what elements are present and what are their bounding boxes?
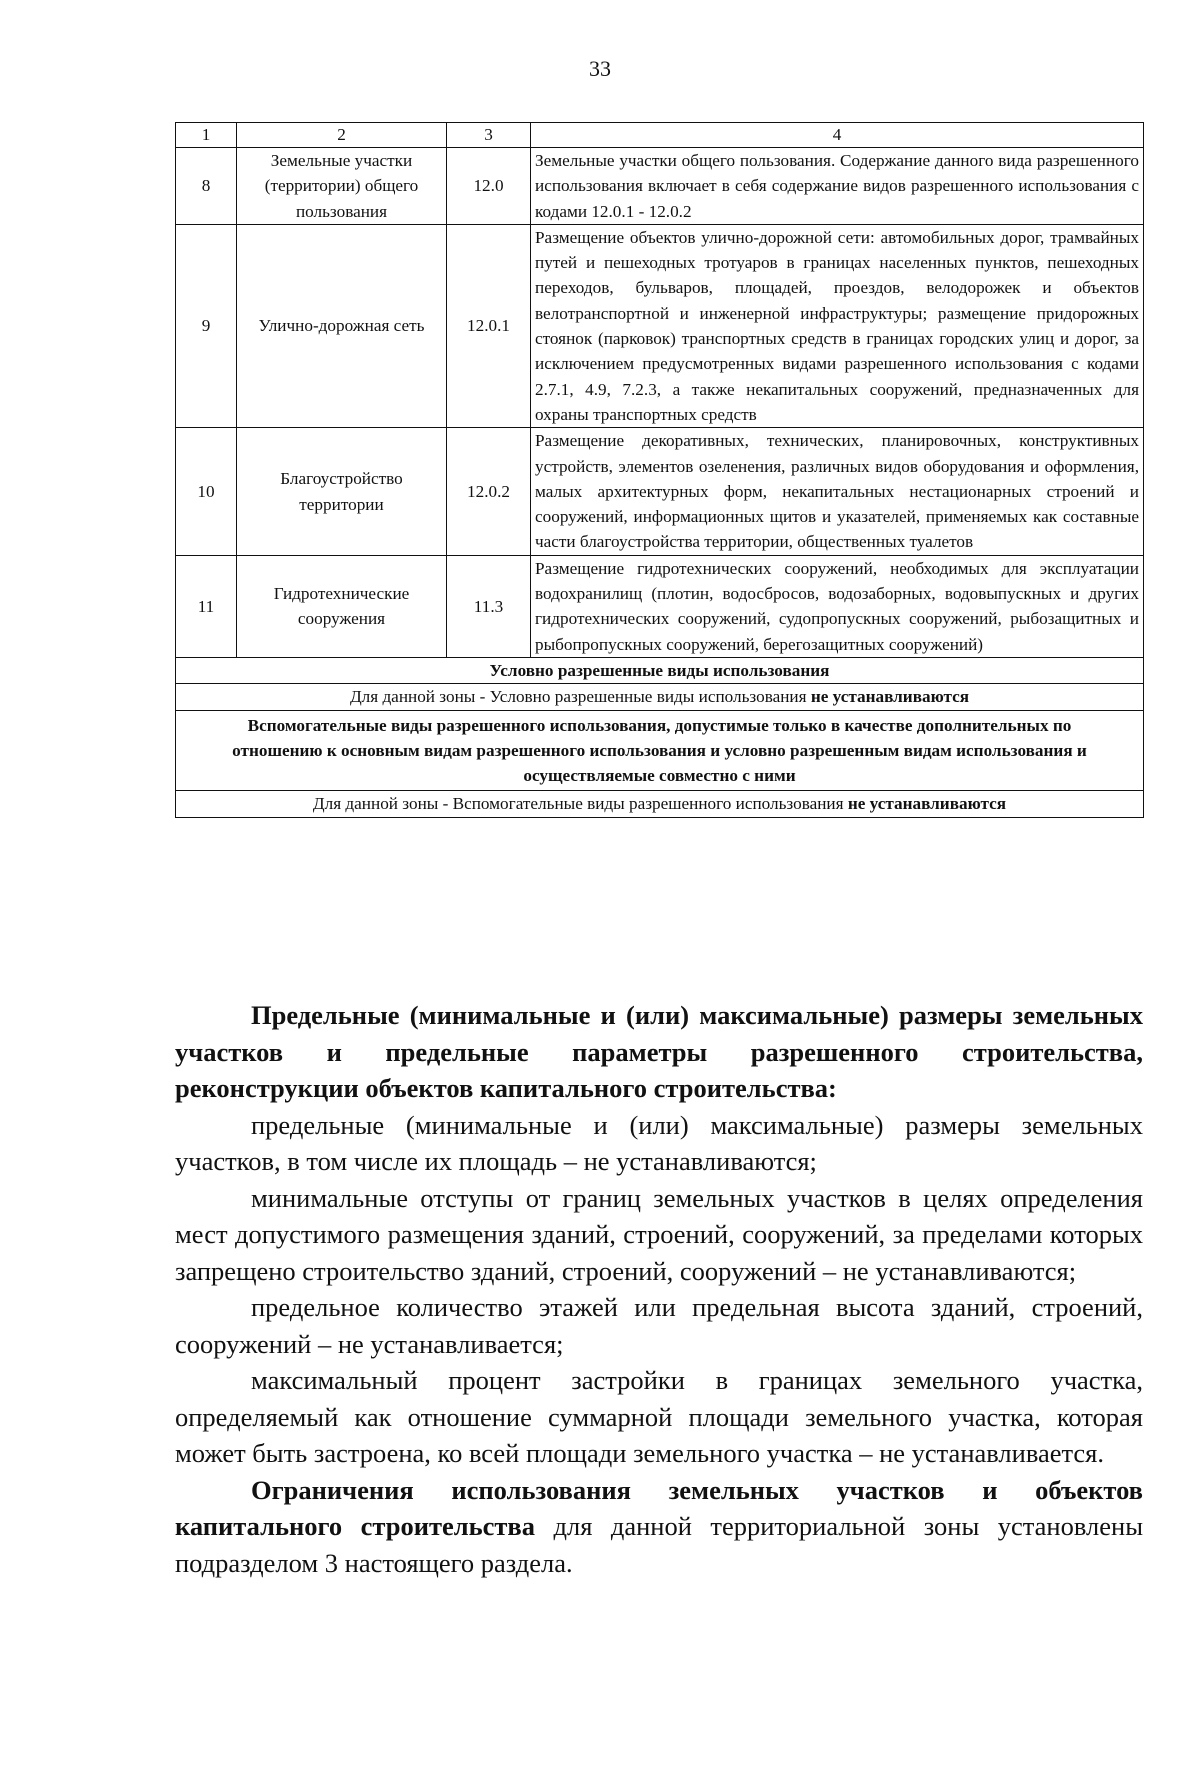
header-cell: 4 (531, 123, 1144, 148)
paragraph: предельные (минимальные и (или) максимальные) размеры земельных участков, в том числе их площадь – не устанавливаются; (175, 1109, 1143, 1176)
auxiliary-uses-heading: Вспомогательные виды разрешенного использования, допустимые только в качестве дополнительных по отношению к основным видам разрешенного использования и условно разрешенным видам использования и осуществляемые совместно с ними (176, 710, 1144, 791)
limits-heading (175, 997, 1143, 1107)
use-description: Размещение гидротехнических сооружений, необходимых для эксплуатации водохранилищ (плотин, водосбросов, водозаборных, водовыпускных и других гидротехнических сооружений, судопропускных сооружений, рыбозащитных и рыбопропускных сооружений, берегозащитных сооружений) (531, 555, 1144, 657)
conditional-note-text: Для данной зоны - Условно разрешенные виды использования (349, 687, 811, 707)
row-number: 10 (176, 428, 237, 555)
table-row (176, 428, 1144, 555)
use-name: Благоустройство территории (237, 428, 447, 555)
row-number: 11 (176, 555, 237, 657)
row-number: 9 (176, 224, 237, 427)
conditional-uses-note-row (176, 684, 1144, 710)
use-name: Гидротехнические сооружения (237, 555, 447, 657)
table-row (176, 555, 1144, 657)
auxiliary-uses-heading-row (176, 710, 1144, 791)
table-header-row (176, 123, 1144, 148)
header-cell: 1 (176, 123, 237, 148)
use-code: 12.0 (447, 148, 531, 225)
body-text (175, 997, 1143, 1581)
conditional-uses-note (176, 684, 1144, 710)
use-description: Размещение декоративных, технических, планировочных, конструктивных устройств, элементов озеленения, различных видов оборудования и оформления, малых архитектурных форм, некапитальных нестационарных строений и сооружений, информационных щитов и указателей, применяемых как составные части благоустройства территории, общественных туалетов (531, 428, 1144, 555)
use-name: Улично-дорожная сеть (237, 224, 447, 427)
conditional-uses-heading: Условно разрешенные виды использования (176, 657, 1144, 683)
page-number: 33 (589, 56, 611, 81)
paragraph: минимальные отступы от границ земельных участков в целях определения мест допустимого размещения зданий, строений, сооружений, за пределами которых запрещено строительство зданий, строений, сооружений – не устанавливаются; (175, 1182, 1143, 1286)
auxiliary-note-text: Для данной зоны - Вспомогательные виды разрешенного использования (312, 794, 848, 814)
auxiliary-uses-note (176, 791, 1144, 817)
restrictions-rest: для данной территориальной зоны установлены подразделом 3 настоящего раздела. (175, 1511, 1143, 1578)
restrictions-bold: Ограничения использования земельных участков и объектов капитального строительства (175, 1474, 1143, 1541)
paragraph: предельное количество этажей или предельная высота зданий, строений, сооружений – не устанавливается; (175, 1292, 1143, 1359)
row-number: 8 (176, 148, 237, 225)
use-code: 12.0.1 (447, 224, 531, 427)
header-cell: 3 (447, 123, 531, 148)
table-row (176, 224, 1144, 427)
auxiliary-note-status: не устанавливаются (847, 794, 1007, 814)
header-cell: 2 (237, 123, 447, 148)
use-code: 11.3 (447, 555, 531, 657)
restrictions-paragraph (175, 1472, 1143, 1582)
use-description: Земельные участки общего пользования. Содержание данного вида разрешенного использования включает в себя содержание видов разрешенного использования с кодами 12.0.1 - 12.0.2 (531, 148, 1144, 225)
table-row (176, 148, 1144, 225)
conditional-note-status: не устанавливаются (810, 687, 970, 707)
permitted-uses-table (175, 122, 1144, 818)
limits-heading-text: Предельные (минимальные и (или) максимальные) размеры земельных участков и предельные параметры разрешенного строительства, реконструкции объектов капитального строительства: (175, 1000, 1143, 1103)
auxiliary-uses-note-row (176, 791, 1144, 817)
use-code: 12.0.2 (447, 428, 531, 555)
conditional-uses-heading-row (176, 657, 1144, 683)
use-name: Земельные участки (территории) общего пользования (237, 148, 447, 225)
paragraph: максимальный процент застройки в границах земельного участка, определяемый как отношение суммарной площади земельного участка, которая может быть застроена, ко всей площади земельного участка – не устанавливается. (175, 1365, 1143, 1468)
use-description: Размещение объектов улично-дорожной сети: автомобильных дорог, трамвайных путей и пешеходных тротуаров в границах населенных пунктов, пешеходных переходов, бульваров, площадей, проездов, велодорожек и объектов велотранспортной и инженерной инфраструктуры; размещение придорожных стоянок (парковок) транспортных средств в границах городских улиц и дорог, за исключением предусмотренных видами разрешенного использования с кодами 2.7.1, 4.9, 7.2.3, а также некапитальных сооружений, предназначенных для охраны транспортных средств (531, 224, 1144, 427)
